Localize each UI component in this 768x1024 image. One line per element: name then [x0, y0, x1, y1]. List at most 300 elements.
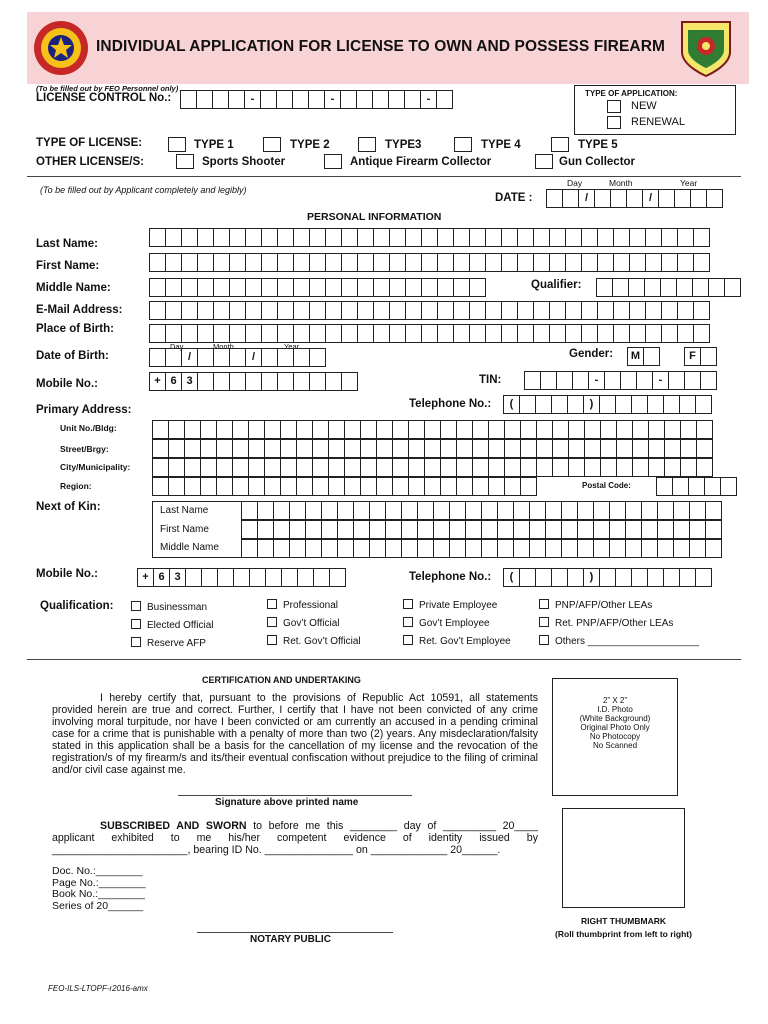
input-cell[interactable] — [309, 372, 326, 391]
input-cell[interactable] — [689, 539, 706, 558]
input-cell[interactable] — [597, 228, 614, 247]
input-cell[interactable] — [645, 253, 662, 272]
type4-checkbox[interactable] — [454, 137, 472, 152]
input-cell[interactable] — [520, 420, 537, 439]
input-cell[interactable] — [213, 324, 230, 343]
input-cell[interactable] — [705, 539, 722, 558]
input-cell[interactable] — [421, 301, 438, 320]
input-cell[interactable] — [260, 90, 277, 109]
input-cell[interactable] — [197, 301, 214, 320]
input-cell[interactable]: + — [149, 372, 166, 391]
input-cell[interactable] — [536, 439, 553, 458]
input-cell[interactable] — [481, 501, 498, 520]
input-cell[interactable] — [647, 568, 664, 587]
input-cell[interactable] — [613, 253, 630, 272]
input-cell[interactable] — [305, 501, 322, 520]
input-cell[interactable] — [680, 458, 697, 477]
input-cell[interactable] — [708, 278, 725, 297]
input-cell[interactable] — [341, 278, 358, 297]
input-cell[interactable] — [433, 520, 450, 539]
qual-elected-official[interactable]: Elected Official — [131, 617, 214, 635]
input-cell[interactable] — [181, 301, 198, 320]
input-cell[interactable] — [325, 301, 342, 320]
qualification-col1[interactable] — [131, 599, 214, 653]
input-cell[interactable] — [257, 539, 274, 558]
input-cell[interactable] — [663, 568, 680, 587]
input-cell[interactable] — [673, 501, 690, 520]
input-cell[interactable] — [593, 539, 610, 558]
input-cell[interactable] — [248, 458, 265, 477]
input-cell[interactable] — [636, 371, 653, 390]
input-cell[interactable] — [533, 324, 550, 343]
input-cell[interactable] — [449, 539, 466, 558]
input-cell[interactable] — [340, 90, 357, 109]
input-cell[interactable] — [661, 324, 678, 343]
input-cell[interactable] — [261, 278, 278, 297]
input-cell[interactable] — [695, 568, 712, 587]
input-cell[interactable] — [373, 228, 390, 247]
input-cell[interactable] — [328, 458, 345, 477]
input-cell[interactable] — [261, 324, 278, 343]
input-cell[interactable] — [261, 228, 278, 247]
input-cell[interactable]: 3 — [169, 568, 186, 587]
input-cell[interactable] — [312, 458, 329, 477]
input-cell[interactable] — [440, 477, 457, 496]
input-cell[interactable] — [421, 278, 438, 297]
input-cell[interactable] — [556, 371, 573, 390]
input-cell[interactable] — [504, 439, 521, 458]
input-cell[interactable] — [690, 189, 707, 208]
input-cell[interactable] — [577, 539, 594, 558]
input-cell[interactable] — [293, 324, 310, 343]
input-cell[interactable] — [677, 324, 694, 343]
input-cell[interactable] — [229, 372, 246, 391]
input-cell[interactable] — [168, 477, 185, 496]
input-cell[interactable] — [165, 348, 182, 367]
input-cell[interactable] — [344, 439, 361, 458]
input-cell[interactable] — [341, 228, 358, 247]
input-cell[interactable] — [600, 420, 617, 439]
input-cell[interactable] — [165, 253, 182, 272]
input-cell[interactable] — [565, 228, 582, 247]
input-cell[interactable]: - — [244, 90, 261, 109]
license-control-cells-1[interactable] — [180, 90, 452, 109]
gun-collector-checkbox[interactable] — [535, 154, 553, 169]
telephone-cells[interactable] — [503, 395, 711, 414]
input-cell[interactable] — [465, 539, 482, 558]
input-cell[interactable] — [656, 477, 673, 496]
input-cell[interactable] — [469, 301, 486, 320]
input-cell[interactable] — [549, 253, 566, 272]
input-cell[interactable] — [437, 253, 454, 272]
input-cell[interactable] — [197, 278, 214, 297]
input-cell[interactable] — [720, 477, 737, 496]
kin-mobile-cells[interactable] — [137, 568, 345, 587]
input-cell[interactable] — [513, 501, 530, 520]
input-cell[interactable] — [632, 420, 649, 439]
input-cell[interactable] — [677, 228, 694, 247]
input-cell[interactable] — [501, 301, 518, 320]
input-cell[interactable] — [612, 278, 629, 297]
input-cell[interactable] — [465, 520, 482, 539]
input-cell[interactable] — [625, 501, 642, 520]
input-cell[interactable] — [165, 324, 182, 343]
input-cell[interactable] — [277, 278, 294, 297]
input-cell[interactable] — [485, 253, 502, 272]
input-cell[interactable] — [213, 278, 230, 297]
input-cell[interactable] — [233, 568, 250, 587]
input-cell[interactable] — [469, 253, 486, 272]
input-cell[interactable] — [321, 539, 338, 558]
input-cell[interactable] — [693, 253, 710, 272]
input-cell[interactable] — [567, 395, 584, 414]
qualification-col3[interactable] — [403, 597, 511, 651]
input-cell[interactable] — [289, 501, 306, 520]
input-cell[interactable] — [261, 253, 278, 272]
input-cell[interactable] — [661, 228, 678, 247]
input-cell[interactable] — [485, 324, 502, 343]
qualification-col4[interactable] — [539, 597, 699, 651]
input-cell[interactable] — [241, 520, 258, 539]
input-cell[interactable] — [216, 439, 233, 458]
input-cell[interactable] — [181, 278, 198, 297]
input-cell[interactable] — [485, 228, 502, 247]
input-cell[interactable] — [197, 324, 214, 343]
input-cell[interactable] — [213, 228, 230, 247]
input-cell[interactable] — [168, 458, 185, 477]
input-cell[interactable] — [421, 253, 438, 272]
address-row-street[interactable] — [152, 439, 712, 458]
input-cell[interactable] — [265, 568, 282, 587]
input-cell[interactable] — [680, 420, 697, 439]
input-cell[interactable] — [229, 301, 246, 320]
input-cell[interactable] — [353, 520, 370, 539]
input-cell[interactable] — [661, 301, 678, 320]
input-cell[interactable] — [401, 539, 418, 558]
input-cell[interactable] — [545, 539, 562, 558]
input-cell[interactable]: 6 — [153, 568, 170, 587]
input-cell[interactable] — [456, 477, 473, 496]
input-cell[interactable] — [180, 90, 197, 109]
input-cell[interactable] — [200, 458, 217, 477]
input-cell[interactable] — [389, 228, 406, 247]
input-cell[interactable] — [232, 420, 249, 439]
input-cell[interactable] — [296, 420, 313, 439]
input-cell[interactable] — [679, 568, 696, 587]
input-cell[interactable] — [149, 253, 166, 272]
input-cell[interactable] — [213, 301, 230, 320]
input-cell[interactable] — [520, 439, 537, 458]
input-cell[interactable] — [584, 458, 601, 477]
qual-ret-govt-employee[interactable]: Ret. Gov’t Employee — [403, 633, 511, 651]
input-cell[interactable] — [181, 253, 198, 272]
checkbox-icon[interactable] — [403, 599, 413, 609]
input-cell[interactable] — [504, 420, 521, 439]
qual-businessman[interactable]: Businessman — [131, 599, 214, 617]
input-cell[interactable] — [593, 501, 610, 520]
input-cell[interactable] — [664, 439, 681, 458]
input-cell[interactable] — [297, 568, 314, 587]
input-cell[interactable] — [296, 477, 313, 496]
input-cell[interactable] — [581, 253, 598, 272]
input-cell[interactable] — [197, 348, 214, 367]
input-cell[interactable] — [632, 439, 649, 458]
type1-checkbox[interactable] — [168, 137, 186, 152]
input-cell[interactable] — [241, 501, 258, 520]
input-cell[interactable] — [453, 301, 470, 320]
input-cell[interactable] — [436, 90, 453, 109]
input-cell[interactable]: - — [420, 90, 437, 109]
input-cell[interactable] — [328, 477, 345, 496]
type3-checkbox[interactable] — [358, 137, 376, 152]
input-cell[interactable] — [248, 420, 265, 439]
input-cell[interactable] — [152, 458, 169, 477]
input-cell[interactable] — [536, 458, 553, 477]
input-cell[interactable] — [552, 439, 569, 458]
input-cell[interactable] — [312, 439, 329, 458]
input-cell[interactable] — [329, 568, 346, 587]
input-cell[interactable] — [152, 439, 169, 458]
input-cell[interactable]: / — [578, 189, 595, 208]
input-cell[interactable] — [241, 539, 258, 558]
input-cell[interactable] — [245, 228, 262, 247]
kin-last-name-cells[interactable] — [241, 501, 721, 520]
input-cell[interactable] — [437, 301, 454, 320]
input-cell[interactable] — [517, 301, 534, 320]
new-checkbox[interactable] — [607, 100, 621, 113]
input-cell[interactable] — [676, 278, 693, 297]
input-cell[interactable] — [277, 348, 294, 367]
input-cell[interactable] — [551, 568, 568, 587]
input-cell[interactable] — [657, 501, 674, 520]
input-cell[interactable] — [337, 501, 354, 520]
input-cell[interactable] — [572, 371, 589, 390]
input-cell[interactable] — [264, 420, 281, 439]
input-cell[interactable] — [610, 189, 627, 208]
input-cell[interactable] — [405, 324, 422, 343]
input-cell[interactable] — [408, 439, 425, 458]
input-cell[interactable]: ( — [503, 568, 520, 587]
input-cell[interactable] — [625, 539, 642, 558]
input-cell[interactable] — [449, 501, 466, 520]
input-cell[interactable] — [549, 228, 566, 247]
input-cell[interactable] — [277, 253, 294, 272]
input-cell[interactable] — [405, 278, 422, 297]
input-cell[interactable] — [229, 324, 246, 343]
input-cell[interactable] — [149, 348, 166, 367]
input-cell[interactable] — [385, 539, 402, 558]
input-cell[interactable] — [517, 253, 534, 272]
input-cell[interactable] — [296, 458, 313, 477]
input-cell[interactable] — [696, 439, 713, 458]
input-cell[interactable] — [504, 477, 521, 496]
input-cell[interactable] — [280, 458, 297, 477]
place-of-birth-cells[interactable] — [149, 324, 709, 343]
input-cell[interactable] — [197, 228, 214, 247]
input-cell[interactable] — [696, 420, 713, 439]
input-cell[interactable] — [488, 420, 505, 439]
checkbox-icon[interactable] — [131, 601, 141, 611]
input-cell[interactable] — [308, 90, 325, 109]
input-cell[interactable]: ) — [583, 395, 600, 414]
input-cell[interactable] — [277, 324, 294, 343]
input-cell[interactable] — [664, 420, 681, 439]
input-cell[interactable] — [549, 301, 566, 320]
input-cell[interactable] — [529, 520, 546, 539]
input-cell[interactable] — [344, 420, 361, 439]
input-cell[interactable] — [706, 189, 723, 208]
input-cell[interactable] — [232, 439, 249, 458]
first-name-cells[interactable] — [149, 253, 709, 272]
input-cell[interactable] — [565, 301, 582, 320]
input-cell[interactable] — [337, 539, 354, 558]
email-cells[interactable] — [149, 301, 709, 320]
input-cell[interactable] — [692, 278, 709, 297]
input-cell[interactable] — [213, 253, 230, 272]
input-cell[interactable] — [185, 568, 202, 587]
input-cell[interactable] — [648, 420, 665, 439]
input-cell[interactable] — [449, 520, 466, 539]
input-cell[interactable] — [472, 439, 489, 458]
input-cell[interactable] — [168, 439, 185, 458]
input-cell[interactable] — [257, 501, 274, 520]
input-cell[interactable] — [357, 253, 374, 272]
input-cell[interactable]: ) — [583, 568, 600, 587]
input-cell[interactable] — [385, 501, 402, 520]
input-cell[interactable] — [693, 301, 710, 320]
input-cell[interactable] — [551, 395, 568, 414]
qual-govt-official[interactable]: Gov’t Official — [267, 615, 361, 633]
input-cell[interactable] — [453, 228, 470, 247]
input-cell[interactable] — [392, 420, 409, 439]
input-cell[interactable] — [401, 501, 418, 520]
qual-private-employee[interactable]: Private Employee — [403, 597, 511, 615]
input-cell[interactable] — [705, 501, 722, 520]
input-cell[interactable] — [232, 458, 249, 477]
input-cell[interactable] — [337, 520, 354, 539]
input-cell[interactable] — [533, 253, 550, 272]
input-cell[interactable] — [453, 253, 470, 272]
input-cell[interactable] — [388, 90, 405, 109]
input-cell[interactable] — [369, 501, 386, 520]
input-cell[interactable] — [613, 324, 630, 343]
input-cell[interactable] — [357, 278, 374, 297]
input-cell[interactable] — [581, 301, 598, 320]
input-cell[interactable] — [517, 228, 534, 247]
input-cell[interactable] — [520, 458, 537, 477]
input-cell[interactable] — [372, 90, 389, 109]
input-cell[interactable] — [276, 90, 293, 109]
qual-govt-employee[interactable]: Gov’t Employee — [403, 615, 511, 633]
input-cell[interactable] — [296, 439, 313, 458]
input-cell[interactable] — [674, 189, 691, 208]
input-cell[interactable]: ( — [503, 395, 520, 414]
input-cell[interactable] — [700, 371, 717, 390]
input-cell[interactable] — [626, 189, 643, 208]
address-row-unit[interactable] — [152, 420, 712, 439]
input-cell[interactable] — [264, 477, 281, 496]
input-cell[interactable] — [658, 189, 675, 208]
input-cell[interactable] — [440, 420, 457, 439]
input-cell[interactable] — [684, 371, 701, 390]
middle-name-cells[interactable] — [149, 278, 485, 297]
input-cell[interactable] — [197, 253, 214, 272]
input-cell[interactable] — [360, 458, 377, 477]
input-cell[interactable] — [280, 420, 297, 439]
input-cell[interactable]: / — [642, 189, 659, 208]
input-cell[interactable] — [212, 90, 229, 109]
input-cell[interactable]: F — [684, 347, 701, 366]
input-cell[interactable] — [696, 458, 713, 477]
input-cell[interactable] — [456, 458, 473, 477]
input-cell[interactable] — [641, 520, 658, 539]
input-cell[interactable] — [325, 324, 342, 343]
thumbmark-box[interactable] — [562, 808, 685, 908]
input-cell[interactable] — [501, 228, 518, 247]
input-cell[interactable] — [437, 228, 454, 247]
input-cell[interactable] — [488, 458, 505, 477]
input-cell[interactable] — [184, 439, 201, 458]
input-cell[interactable] — [196, 90, 213, 109]
input-cell[interactable] — [629, 324, 646, 343]
input-cell[interactable] — [584, 439, 601, 458]
input-cell[interactable] — [257, 520, 274, 539]
input-cell[interactable] — [565, 324, 582, 343]
input-cell[interactable] — [577, 501, 594, 520]
input-cell[interactable] — [289, 539, 306, 558]
input-cell[interactable] — [693, 324, 710, 343]
input-cell[interactable] — [373, 253, 390, 272]
input-cell[interactable] — [704, 477, 721, 496]
input-cell[interactable] — [289, 520, 306, 539]
input-cell[interactable] — [644, 278, 661, 297]
input-cell[interactable] — [593, 520, 610, 539]
input-cell[interactable] — [620, 371, 637, 390]
input-cell[interactable] — [165, 301, 182, 320]
input-cell[interactable] — [677, 301, 694, 320]
input-cell[interactable] — [280, 439, 297, 458]
input-cell[interactable] — [213, 348, 230, 367]
input-cell[interactable] — [321, 520, 338, 539]
input-cell[interactable] — [360, 477, 377, 496]
input-cell[interactable] — [552, 420, 569, 439]
input-cell[interactable] — [705, 520, 722, 539]
input-cell[interactable] — [356, 90, 373, 109]
input-cell[interactable] — [519, 395, 536, 414]
input-cell[interactable] — [228, 90, 245, 109]
input-cell[interactable] — [181, 324, 198, 343]
input-cell[interactable] — [673, 520, 690, 539]
input-cell[interactable] — [629, 228, 646, 247]
input-cell[interactable] — [401, 520, 418, 539]
input-cell[interactable] — [568, 458, 585, 477]
input-cell[interactable] — [629, 301, 646, 320]
input-cell[interactable] — [165, 228, 182, 247]
input-cell[interactable] — [341, 324, 358, 343]
input-cell[interactable] — [245, 301, 262, 320]
address-row-region[interactable] — [152, 477, 536, 496]
input-cell[interactable] — [293, 348, 310, 367]
input-cell[interactable] — [609, 539, 626, 558]
input-cell[interactable] — [357, 228, 374, 247]
input-cell[interactable] — [424, 439, 441, 458]
input-cell[interactable] — [200, 439, 217, 458]
input-cell[interactable] — [184, 458, 201, 477]
input-cell[interactable] — [328, 420, 345, 439]
input-cell[interactable] — [689, 520, 706, 539]
input-cell[interactable] — [472, 477, 489, 496]
input-cell[interactable] — [465, 501, 482, 520]
